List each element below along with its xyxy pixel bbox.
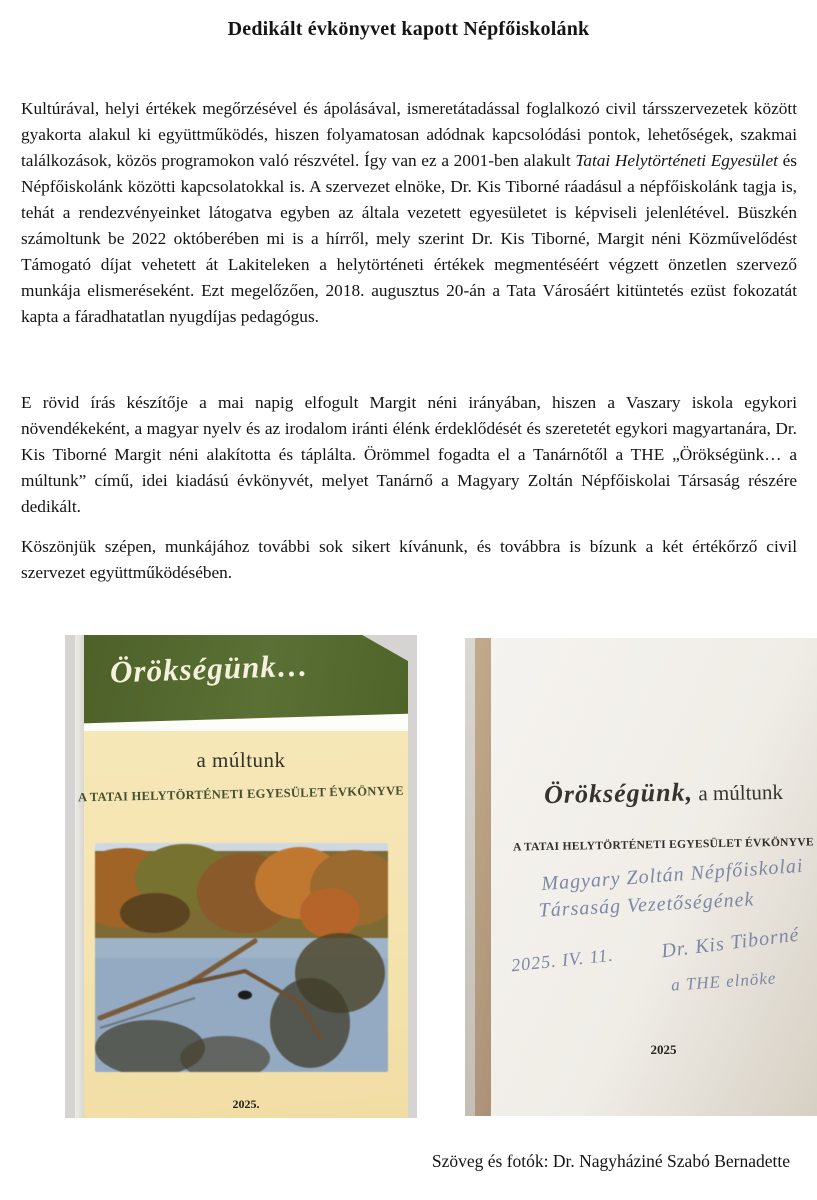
title-page-series-line: A TATAI HELYTÖRTÉNETI EGYESÜLET ÉVKÖNYVE [512,836,815,854]
cover-series-line: A TATAI HELYTÖRTÉNETI EGYESÜLET ÉVKÖNYVE [77,783,405,805]
paragraph-1 [21,96,797,330]
paragraph-2: E rövid írás készítője a mai napig elfogult Margit néni irányában, hiszen a Vaszary iskola egykori növendékeként, a magyar nyelv és az irodalom iránti élénk érdeklődését és szeretetét egykori magyartanára, Dr. Kis Tiborné Margit néni alakította és táplálta. Örömmel fogadta el a Tanárnőtől a THE „Örökségünk… a múltunk” című, idei kiadású évkönyvét, melyet Tanárnő a Magyary Zoltán Népfőiskolai Társaság részére dedikált. [21,393,797,516]
handwritten-signature: Dr. Kis Tiborné [660,923,801,963]
title-script-part: Örökségünk, [543,777,694,810]
paragraph-1-text: Kultúrával, helyi értékek megőrzésével és ápolásával, ismeretátadással foglalkozó civil társszervezetek között gyakorta alakul ki együttműködés, hiszen folyamatosan adódnak kapcsolódási pontok, lehetőségek, szakmai találkozások, közös programokon való részvétel. Így van ez a 2001-ben alakult [21,99,797,170]
photo-dedication-page [465,638,817,1116]
handwritten-signature-role: a THE elnöke [670,968,777,995]
paragraph-1-text-continued: és Népfőiskolánk közötti kapcsolatokkal is. A szervezet elnöke, Dr. Kis Tiborné ráadásul a népfőiskolánk tagja is, tehát a rendezvényeinket látogatva egyben az általa vezetett egyesületet is képviseli jelenlétével. Büszkén számoltunk be 2022 októberében mi is a hírről, mely szerint Dr. Kis Tiborné, Margit néni Közművelődést Támogató díjat vehetett át Lakiteleken a helytörténeti értékek megmentéséért végzett önzetlen szervező munkája elismeréseként. Ezt megelőzően, 2018. augusztus 20-án a Tata Városáért kitüntetés ezüst fokozatát kapta a fáradhatatlan nyugdíjas pedagógus. [21,151,797,326]
cover-subtitle: a múltunk [196,748,286,772]
book-spine-edge [75,635,84,1118]
wall-edge [465,638,475,1116]
photo-book-cover [65,635,417,1118]
cover-script-title: Örökségünk… [109,647,310,690]
handwritten-date: 2025. IV. 11. [510,944,615,976]
page-title: Dedikált évkönyvet kapott Népfőiskolánk [227,18,590,40]
title-page-year: 2025 [650,1042,677,1057]
handwritten-dedication-line1: Magyary Zoltán Népfőiskolai [540,854,805,896]
paragraph-1-italic-society-name: Tatai Helytörténeti Egyesület [575,151,778,170]
title-rest-part: a múltunk [692,779,784,806]
handwritten-dedication-line2: Társaság Vezetőségének [538,888,755,922]
author-credit: Szöveg és fotók: Dr. Nagyháziné Szabó Bernadette [431,1151,790,1171]
lake-photo-illustration [95,843,388,1072]
title-page-heading [499,775,817,811]
cover-year: 2025. [232,1097,260,1111]
paragraph-3: Köszönjük szépen, munkájához további sok sikert kívánunk, és továbbra is bízunk a két értékőrző civil szervezet együttműködésében. [21,537,797,582]
